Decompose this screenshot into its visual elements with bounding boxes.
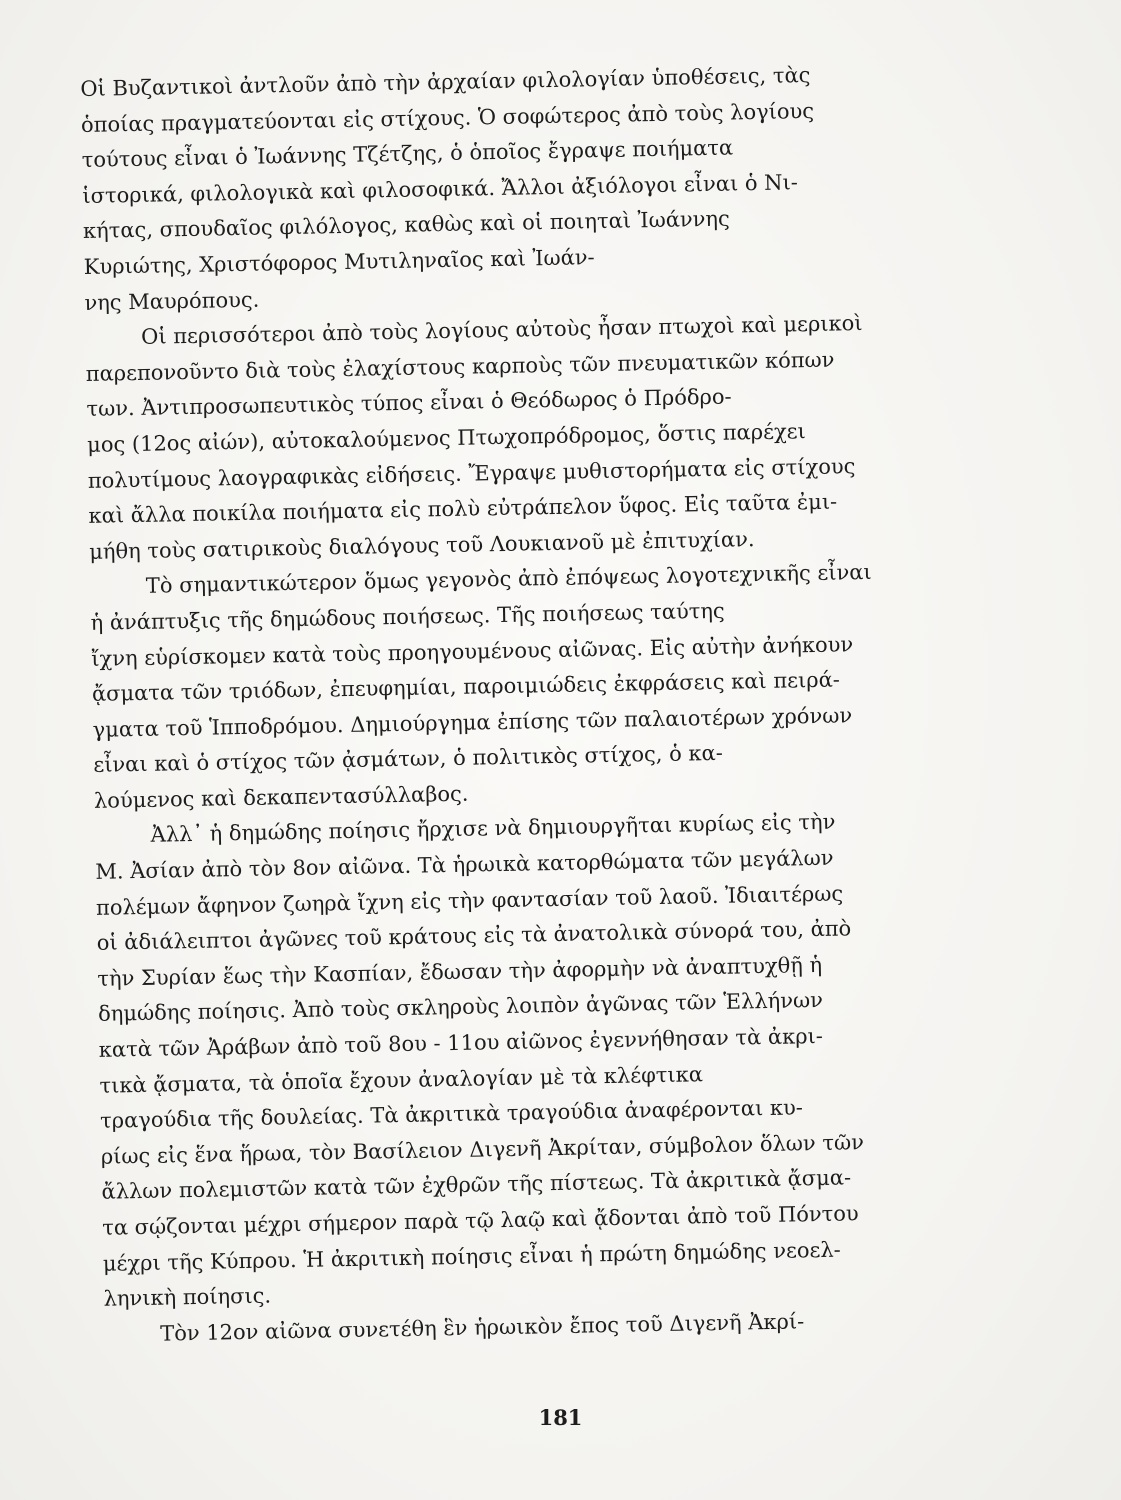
text-line: των. Ἀντιπροσωπευτικὸς τύπος εἶναι ὁ Θεόδωρος ὁ Πρόδρο- [86,384,732,422]
text-line: μέχρι τῆς Κύπρου. Ἡ ἀκριτικὴ ποίησις εἶναι ἡ πρώτη δημώδης νεοελ- [102,1237,841,1276]
text-line: κατὰ τῶν Ἀράβων ἀπὸ τοῦ 8ου - 11ου αἰῶνος ἐγεννήθησαν τὰ ἀκρι- [98,1023,824,1062]
text-line: οἱ ἀδιάλειπτοι ἀγῶνες τοῦ κράτους εἰς τὰ ἀνατολικὰ σύνορά του, ἀπὸ [96,916,852,956]
text-line: τικὰ ᾄσματα, τὰ ὁποῖα ἔχουν ἀναλογίαν μὲ τὰ κλέφτικα [99,1061,704,1098]
text-line: πολυτίμους λαογραφικὰς εἰδήσεις. Ἔγραψε μυθιστορήματα εἰς στίχους [87,453,856,493]
text-line: ὁποίας πραγματεύονται εἰς στίχους. Ὁ σοφώτερος ἀπὸ τοὺς λογίους [80,98,815,137]
text-line: Ἀλλ᾽ ἡ δημώδης ποίησις ἤρχισε νὰ δημιουργῆται κυρίως εἰς τὴν [150,810,836,848]
text-line: εἶναι καὶ ὁ στίχος τῶν ᾀσμάτων, ὁ πολιτικὸς στίχος, ὁ κα- [93,741,724,778]
paragraph [94,802,983,1317]
text-line: Τὸν 12ον αἰῶνα συνετέθη ἓν ἡρωικὸν ἔπος τοῦ Διγενῆ Ἀκρί- [160,1309,805,1346]
text-line: ρίως εἰς ἕνα ἥρωα, τὸν Βασίλειον Διγενῆ Ἀκρίταν, σύμβολον ὅλων τῶν [100,1129,865,1169]
text-line: γματα τοῦ Ἱπποδρόμου. Δημιούργημα ἐπίσης τῶν παλαιοτέρων χρόνων [92,702,853,742]
text-line: μήθη τοὺς σατιρικοὺς διαλόγους τοῦ Λουκιανοῦ μὲ ἐπιτυχίαν. [88,526,755,564]
body-text [80,55,984,1353]
text-line: τα σῴζονται μέχρι σήμερον παρὰ τῷ λαῷ καὶ ᾄδονται ἀπὸ τοῦ Πόντου [101,1201,859,1240]
text-line: κήτας, σπουδαῖος φιλόλογος, καθὼς καὶ οἱ ποιηταὶ Ἰωάννης [82,206,730,244]
text-line: ᾄσματα τῶν τριόδων, ἐπευφημίαι, παροιμιώδεις ἐκφράσεις καὶ πειρά- [91,667,841,706]
paragraph [85,304,970,570]
text-line: μος (12ος αἰών), αὐτοκαλούμενος Πτωχοπρόδρομος, ὅστις παρέχει [86,419,807,457]
paragraph [80,55,965,321]
text-line: τούτους εἶναι ὁ Ἰωάννης Τζέτζης, ὁ ὁποῖος ἔγραψε ποιήματα [81,135,734,173]
text-line: ληνικὴ ποίησις. [103,1283,272,1311]
text-line: ἄλλων πολεμιστῶν κατὰ τῶν ἐχθρῶν τῆς πίστεως. Τὰ ἀκριτικὰ ᾄσμα- [101,1165,852,1205]
text-line: ἱστορικά, φιλολογικὰ καὶ φιλοσοφικά. Ἄλλοι ἀξιόλογοι εἶναι ὁ Νι- [82,170,799,208]
text-line: λούμενος καὶ δεκαπεντασύλλαβος. [93,781,469,813]
text-line: δημώδης ποίησις. Ἀπὸ τοὺς σκληροὺς λοιπὸν ἀγῶνας τῶν Ἑλλήνων [97,988,824,1027]
text-line: Μ. Ἀσίαν ἀπὸ τὸν 8ον αἰῶνα. Τὰ ἡρωικὰ κατορθώματα τῶν μεγάλων [95,845,834,884]
paragraph [90,553,975,819]
text-line: τραγούδια τῆς δουλείας. Τὰ ἀκριτικὰ τραγούδια ἀναφέρονται κυ- [99,1095,804,1134]
page-number: 181 [538,1405,583,1430]
text-line: ἡ ἀνάπτυξις τῆς δημώδους ποιήσεως. Τῆς ποιήσεως ταύτης [90,598,725,635]
text-line: Κυριώτης, Χριστόφορος Μυτιληναῖος καὶ Ἰωάν- [83,245,595,279]
text-line: παρεπονοῦντο διὰ τοὺς ἐλαχίστους καρποὺς τῶν πνευματικῶν κόπων [85,347,835,386]
text-line: νης Μαυρόπους. [84,287,260,315]
text-line: ἴχνη εὑρίσκομεν κατὰ τοὺς προηγουμένους αἰῶνας. Εἰς αὐτὴν ἀνήκουν [91,631,854,671]
text-line: καὶ ἄλλα ποικίλα ποιήματα εἰς πολὺ εὐτράπελον ὕφος. Εἰς ταῦτα ἐμι- [88,489,838,529]
text-line: Τὸ σημαντικώτερον ὅμως γεγονὸς ἀπὸ ἐπόψεως λογοτεχνικῆς εἶναι [145,560,872,599]
text-line: Οἱ περισσότεροι ἀπὸ τοὺς λογίους αὐτοὺς ἦσαν πτωχοὶ καὶ μερικοὶ [140,311,863,350]
text-line: πολέμων ἄφηνον ζωηρὰ ἴχνη εἰς τὴν φαντασίαν τοῦ λαοῦ. Ἰδιαιτέρως [95,881,844,920]
text-line: τὴν Συρίαν ἕως τὴν Κασπίαν, ἔδωσαν τὴν ἀφορμὴν νὰ ἀναπτυχθῇ ἡ [97,952,823,991]
text-line: Οἱ Βυζαντικοὶ ἀντλοῦν ἀπὸ τὴν ἀρχαίαν φιλολογίαν ὑποθέσεις, τὰς [80,62,811,101]
